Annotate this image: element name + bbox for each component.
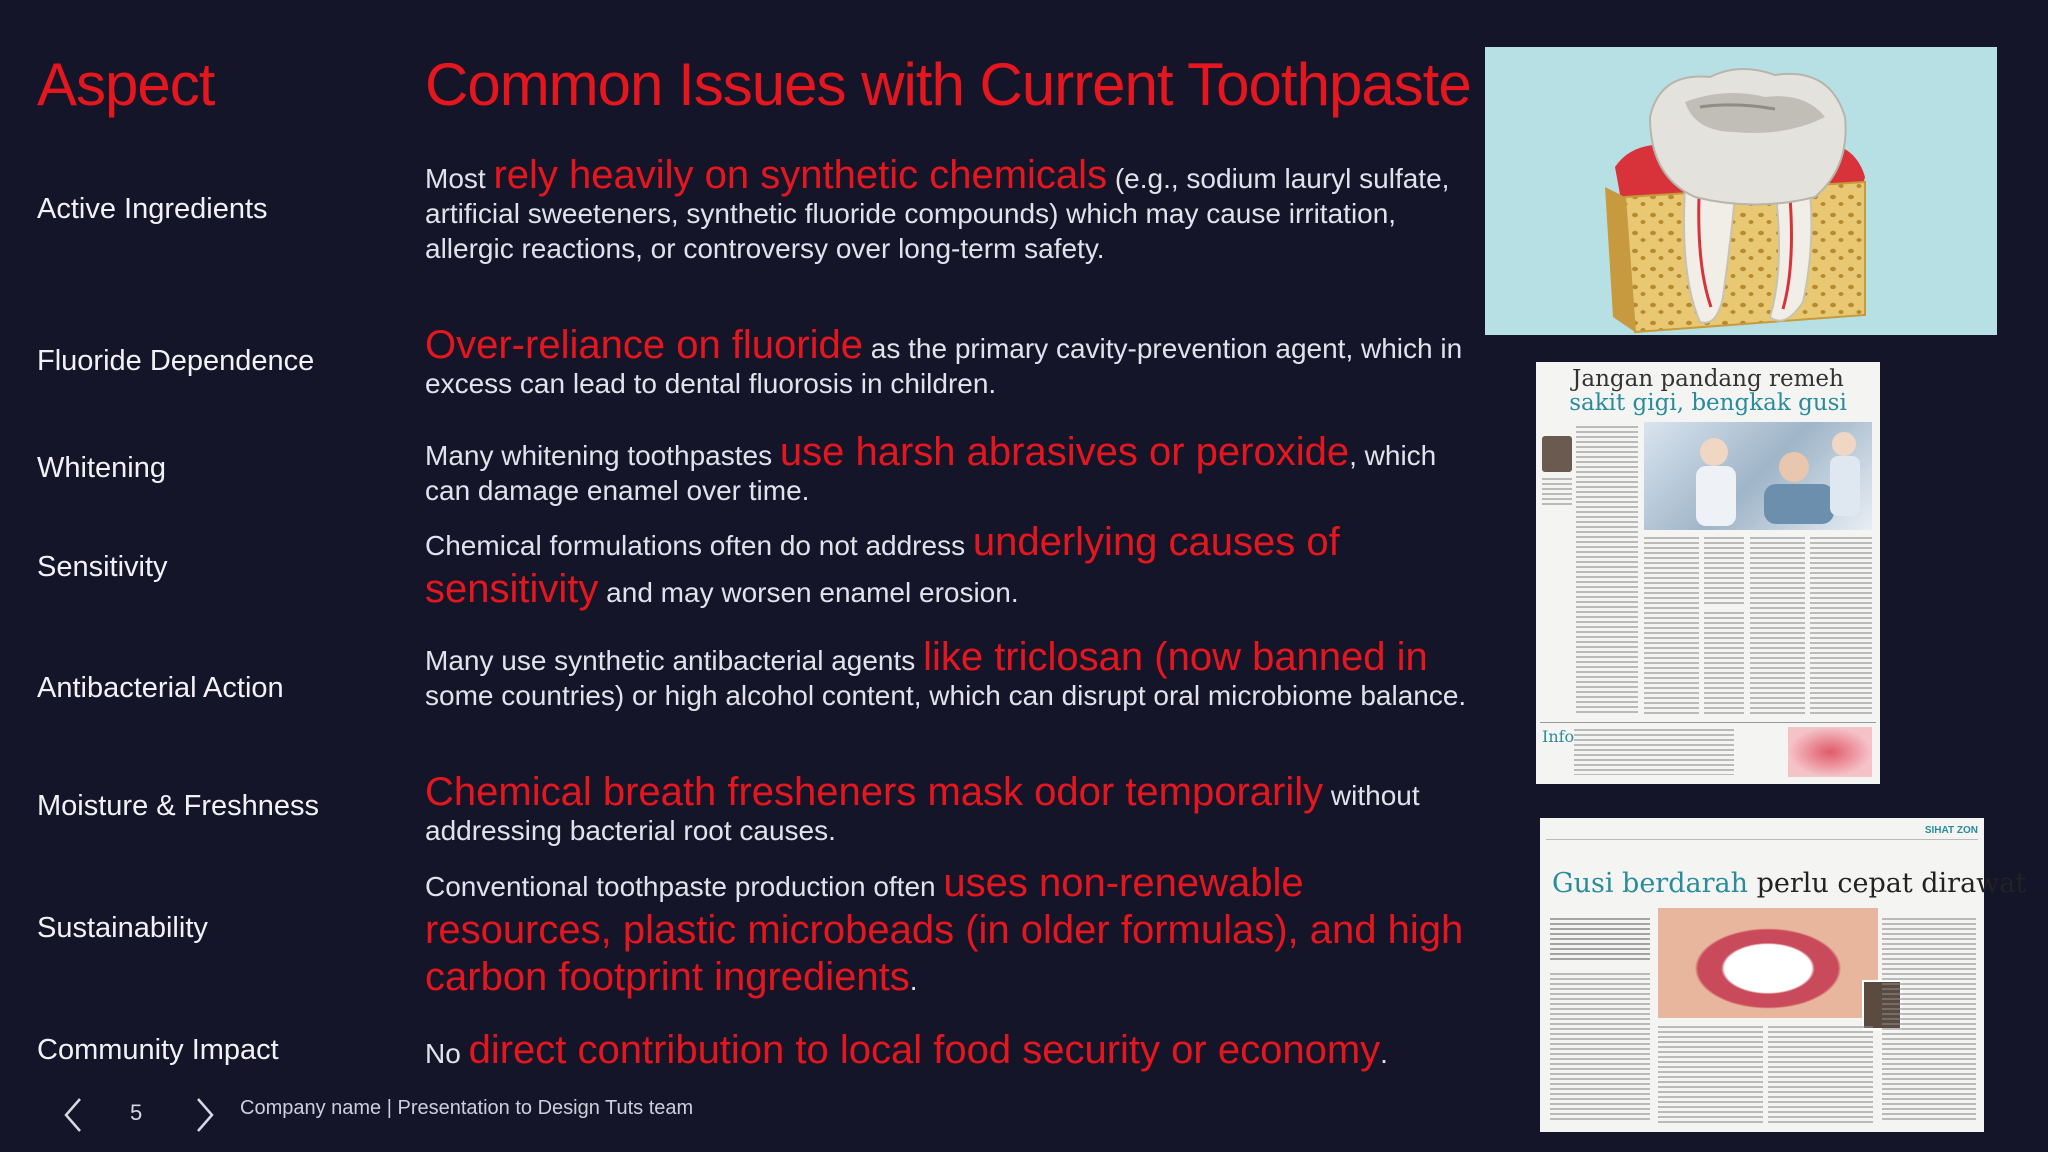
issue-text-fluoride: Over-reliance on fluoride as the primary cavity-prevention agent, which in excess can lead to dental fluorosis in children.	[425, 323, 1463, 399]
aspect-label-antibacterial: Antibacterial Action	[37, 672, 284, 704]
news2-top-bar	[1546, 824, 1978, 840]
news2-text-block	[1768, 1026, 1873, 1123]
aspect-label-sensitivity: Sensitivity	[37, 551, 168, 583]
next-slide-button[interactable]	[190, 1095, 220, 1135]
issue-text-whitening: Many whitening toothpastes use harsh abrasives or peroxide, which can damage enamel over time.	[425, 430, 1437, 506]
news2-headline: Gusi berdarah perlu cepat dirawat	[1552, 868, 2027, 899]
chevron-left-icon	[58, 1095, 88, 1135]
issues-heading: Common Issues with Current Toothpaste	[425, 51, 1471, 118]
news1-text-block	[1704, 537, 1744, 607]
issue-text-active-ingredients: Most rely heavily on synthetic chemicals (e.g., sodium lauryl sulfate, artificial sweeteners, synthetic fluoride compounds) which may cause irritation, allergic reactions, or controversy over long-term safety.	[425, 153, 1450, 264]
news1-info-box	[1540, 722, 1876, 780]
news1-photo	[1644, 422, 1872, 530]
page-number: 5	[130, 1100, 143, 1125]
news1-text-block	[1704, 612, 1744, 717]
dentist-photo-icon	[1644, 422, 1872, 530]
aspect-heading: Aspect	[37, 51, 215, 118]
news2-section-tag: SIHAT ZON	[1924, 825, 1978, 836]
aspect-label-moisture: Moisture & Freshness	[37, 790, 320, 822]
news1-author-avatar	[1542, 436, 1572, 472]
aspect-label-community: Community Impact	[37, 1034, 279, 1066]
news1-text-block	[1576, 426, 1638, 716]
news2-gum-photo	[1658, 908, 1878, 1018]
aspect-label-sustainability: Sustainability	[37, 912, 208, 944]
aspect-label-fluoride: Fluoride Dependence	[37, 345, 315, 377]
news1-headline-line1: Jangan pandang remeh	[1572, 366, 1844, 392]
news2-text-block	[1882, 918, 1976, 1123]
previous-slide-button[interactable]	[58, 1095, 88, 1135]
news1-text-block	[1644, 537, 1699, 717]
chevron-right-icon	[190, 1095, 220, 1135]
news1-text-block	[1542, 478, 1572, 508]
issue-text-antibacterial: Many use synthetic antibacterial agents like triclosan (now banned in some countries) or high alcohol content, which can disrupt oral microbiome balance.	[425, 635, 1467, 711]
issue-text-sensitivity: Chemical formulations often do not address underlying causes of sensitivity and may worsen enamel erosion.	[425, 520, 1340, 611]
news2-text-block	[1550, 973, 1650, 1123]
issue-text-sustainability: Conventional toothpaste production often uses non-renewable resources, plastic microbeads (in older formulas), and high carbon footprint ingredients.	[425, 861, 1464, 999]
issue-text-moisture: Chemical breath fresheners mask odor temporarily without addressing bacterial root causes.	[425, 770, 1420, 846]
news-clipping-2	[1540, 818, 2027, 1132]
news2-text-block	[1550, 918, 1650, 963]
news1-headline-line2: sakit gigi, bengkak gusi	[1569, 390, 1847, 416]
news1-text-block	[1574, 729, 1734, 775]
news-clipping-1	[1536, 362, 1880, 784]
issue-text-community: No direct contribution to local food security or economy.	[425, 1028, 1388, 1072]
news1-text-block	[1750, 537, 1805, 717]
tooth-illustration	[1485, 47, 1997, 335]
news1-teeth-photo	[1788, 727, 1872, 777]
tooth-icon	[1485, 47, 1997, 335]
news1-text-block	[1810, 537, 1872, 717]
news2-text-block	[1658, 1026, 1763, 1123]
aspect-label-whitening: Whitening	[37, 452, 166, 484]
news1-info-label: Info	[1542, 727, 1575, 746]
aspect-label-active-ingredients: Active Ingredients	[37, 193, 268, 225]
footer-company-text: Company name | Presentation to Design Tuts team	[240, 1097, 694, 1119]
